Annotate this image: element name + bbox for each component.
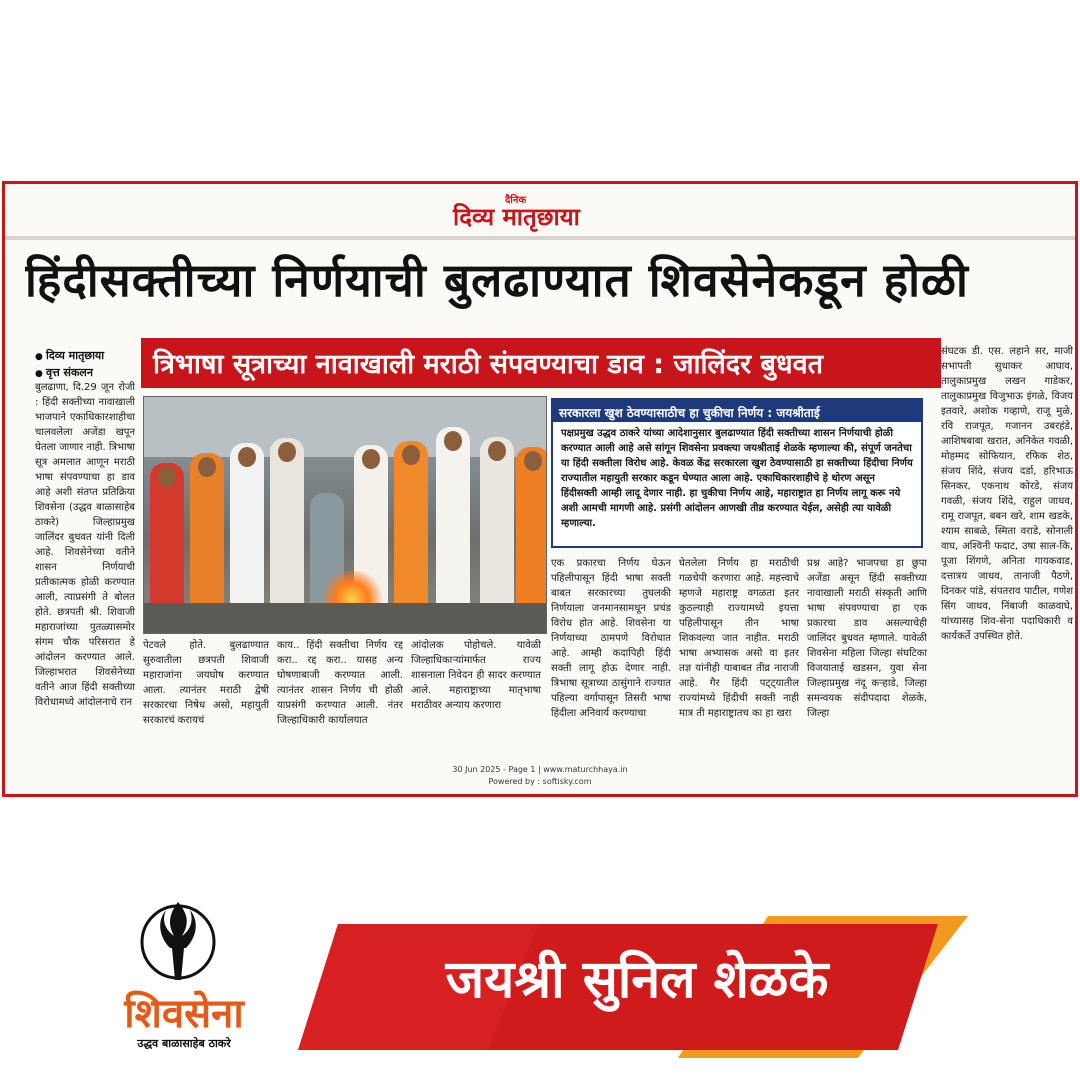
- article-column-f: प्रश्न आहे? भाजपचा हा छुपा अजेंडा असून हिंदी सक्तीच्या नावाखाली मराठी संस्कृती आणि भाषा संपवण्याचा हा एक प्रकारचा डाव असल्याचेही जालिंदर बुधवत म्हणाले. यावेळी शिवसेना महिला जिल्हा संघटिका विजयाताई खडसन, युवा सेना जिल्हाप्रमुख नंदू कऱ्हाडे, जिल्हा समन्वयक संदीपदादा शेळके, जिल्हा: [807, 558, 927, 719]
- shivsena-logo-subtitle: उद्धव बाळासाहेब ठाकरे: [137, 1037, 231, 1050]
- byline: [35, 348, 104, 382]
- torch-emblem-icon: [136, 892, 220, 988]
- headline: हिंदीसक्तीच्या निर्णयाची बुलढाण्यात शिवसेनेकडून होळी: [25, 253, 969, 307]
- article-column-d: एक प्रकारचा निर्णय घेऊन पहिलीपासून हिंदी भाषा सक्ती बाबत सरकारच्या तुघलकी निर्णयाला जनमानसामधून प्रचंड विरोध होत आहे. शिवसेना या निर्णयाच्या ठामपणे विरोधात आहे. आम्ही कदापिही हिंदी सक्ती लागू होऊ देणार नाही. त्रिभाषा सूत्राच्या ठासुंगाने राज्यात पहिल्या वर्गापासून तिसरी भाषा हिंदीला अनिवार्य करण्याचा: [551, 558, 671, 719]
- masthead-divider: [5, 236, 1075, 240]
- newspaper-clipping: [2, 181, 1078, 797]
- footer-date-url: 30 Jun 2025 - Page 1 | www.maturchhaya.in: [452, 765, 628, 774]
- article-column-b: काय.. हिंदी सक्तीचा निर्णय रद्द करा.. रद्द करा.. यासह अन्य घोषणाबाजी करण्यात आली. त्यानंतर शासन निर्णय ची होळी याप्रसंगी करण्यात आली. नंतर जिल्हाधिकारी कार्यालयात: [277, 640, 403, 726]
- newspaper-footer: [5, 764, 1075, 788]
- article-column-left: बुलढाणा, दि.29 जून रोजी : हिंदी सक्तीच्या नावाखाली भाजपाने एकाधिकारशाहीचा चालवलेला अजेंडा खपून घेतला जाणार नाही. त्रिभाषा सूत्र अमलात आणून मराठी भाषा संपवण्याचा हा डाव आहे अशी संतप्त प्रतिक्रिया शिवसेना (उद्धव बाळासाहेब ठाकरे) जिल्हाप्रमुख जालिंदर बुधवत यांनी दिली आहे. शिवसेनेच्या वतीने शासन निर्णयाची प्रतीकात्मक होळी करण्यात आली, त्याप्रसंगी ते बोलत होते. छत्रपती श्री. शिवाजी महाराजांच्या पुतळ्यासमोर संगम चौक परिसरात हे आंदोलन करण्यात आले. जिल्हाभरात शिवसेनेच्या वतीने आज हिंदी सक्तीच्या विरोधामध्ये आंदोलनाचे रान: [35, 382, 135, 708]
- article-column-a: पेटवले होते. बुलढाण्यात सुरुवातीला छत्रपती शिवाजी महाराजांना जयघोष करण्यात आला. त्यानंतर मराठी द्वेषी सरकारचा निषेध असो, महायुती सरकारचं करायचं: [143, 640, 269, 726]
- article-column-right: संघटक डी. एस. लहाने सर, माजी सभापती सुधाकर आघाव, तालुकाप्रमुख लखन गाडेकर, तालुकाप्रमुख विजुभाऊ इंगळे, विजय इतवारे, अशोक गव्हाणे, राजू मुळे, रवि राजपूत, गजानन उबरहंडे, आशिषबाबा खरात, अनिकेत गवळी, मोहम्मद सोफियान, रफिक शेठ, संजय शिंदे, संजय दर्डा, हरिभाऊ सिनकर, एकनाथ कोरडे, संजय गवळी, संजय शिंदे, राहुल जाधव, रामू राजपूत, बबन खरे, शाम खडके, श्याम साबळे, स्मिता वराडे, सोनाली वाघ, अश्विनी फदाट, उषा साल-कि, पूजा शिंगणे, अनिता गायकवाड, दत्तात्रय जाधव, तानाजी पैठणे, दिनकर पांडे, संपतराव पाटील, गणेश सिंग जाधव, निंबाजी काळवाघे, यांच्यासह शिव-सेना पदाधिकारी व कार्यकर्ते उपस्थित होते.: [941, 346, 1073, 642]
- quote-box-text: पक्षप्रमुख उद्धव ठाकरे यांच्या आदेशानुसार बुलढाण्यात हिंदी सक्तीच्या शासन निर्णयाची होळी करण्यात आली आहे असे सांगून शिवसेना प्रवक्त्या जयश्रीताई शेळके म्हणाल्या की, संपूर्ण जनतेचा या हिंदी सक्तीला विरोध आहे. केवळ केंद्र सरकारला खुश ठेवण्यासाठी हा सक्तीच्या हिंदीचा निर्णय राज्यातील महायुती सरकार कडून घेण्यात आला आहे. एकाधिकारशाहीचे हे धोरण असून हिंदीसक्ती आम्ही लादू देणार नाही. हा चुकीचा निर्णय आहे, महाराष्ट्रात हा निर्णय लागू करू नये अशी आमची मागणी आहे. प्रसंगी आंदोलन आणखी तीव्र करण्यात येईल, असेही त्या यावेळी म्हणाल्या.: [561, 428, 913, 529]
- article-column-c: आंदोलक पोहोचले. यावेळी जिल्हाधिकाऱ्यांमार्फत राज्य शासनाला निवेदन ही सादर करण्यात आले. महाराष्ट्राच्या मातृभाषा मराठीवर अन्याय करणारा: [411, 640, 541, 711]
- subheadline-banner: त्रिभाषा सूत्राच्या नावाखाली मराठी संपवण्याचा डाव : जालिंदर बुधवत: [141, 338, 941, 388]
- byline-desk: ● वृत्त संकलन: [35, 365, 104, 382]
- protest-photo: [143, 396, 547, 634]
- masthead-title: दिव्य मातृछाया: [453, 203, 580, 231]
- masthead: [5, 190, 1075, 230]
- quote-box: [551, 398, 923, 548]
- candidate-name: जयश्री सुनिल शेळके: [445, 950, 829, 1010]
- article-column-e: घेतलेला निर्णय हा मराठीची गळचेपी करणारा आहे. महत्त्वाचे म्हणजे महाराष्ट्र वगळता इतर कुठल्याही राज्यामध्ये इयत्ता पहिलीपासून तीन भाषा शिकवल्या जात नाहीत. मराठी भाषा अभ्यासक असो वा इतर तज्ञ यांनीही याबाबत तीव्र नाराजी आहे. गैर हिंदी पट्ट्यातील राज्यांमध्ये हिंदीची सक्ती नाही मात्र ती महाराष्ट्रातच का हा खरा: [679, 558, 799, 719]
- byline-source: ● दिव्य मातृछाया: [35, 348, 104, 365]
- masthead-small-text: दैनिक: [505, 195, 527, 206]
- shivsena-logo-text: शिवसेना: [124, 991, 244, 1037]
- quote-box-title: सरकारला खुश ठेवण्यासाठीच हा चुकीचा निर्णय : जयश्रीताई: [553, 400, 921, 422]
- footer-powered-by: Powered by : softisky.com: [488, 777, 592, 786]
